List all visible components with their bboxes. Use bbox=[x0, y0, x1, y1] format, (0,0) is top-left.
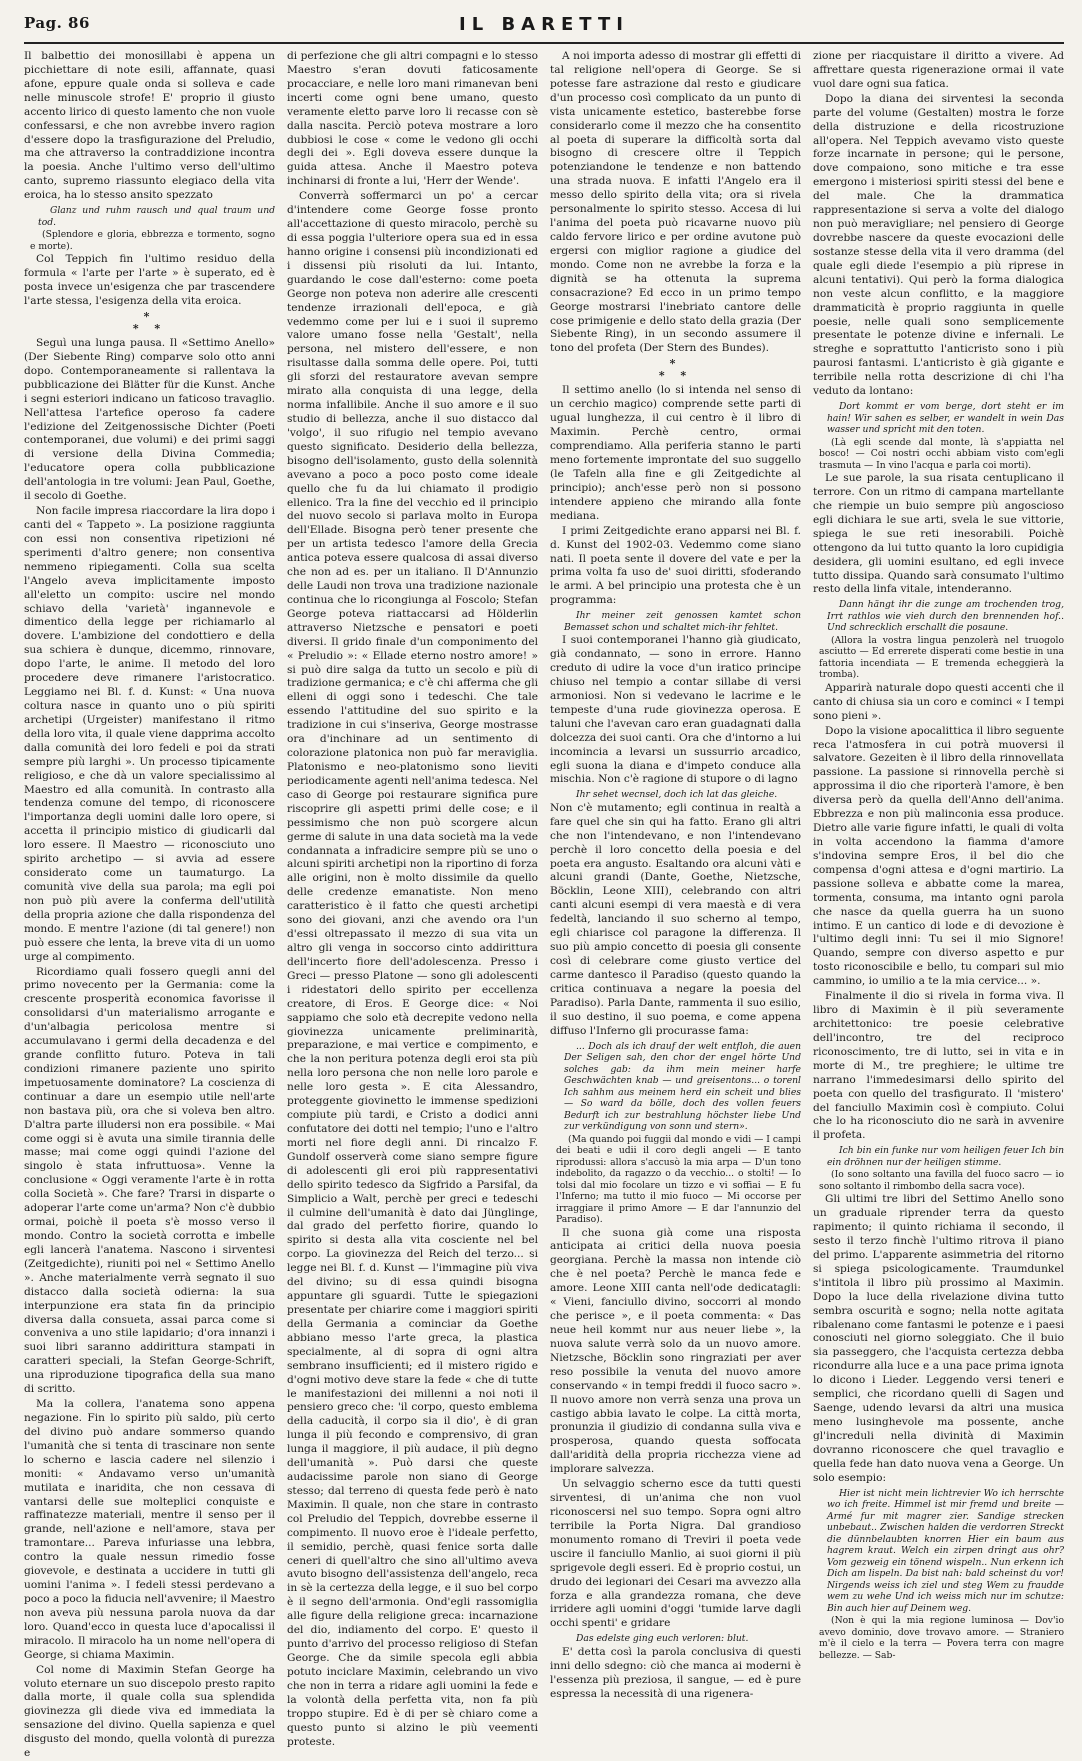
paragraph: Finalmente il dio si rivela in forma viva. Il libro di Maximin è il più severamente architettonico: tre poesie celebrative dell'incontro, tre del reciproco riconoscimento, tre di lutto, sei in vita e in morte di M., tre preghiere; le ultime tre narrano l'immedesimarsi dello spirito del poeta con quello del trasfigurato. Il 'mistero' del fanciullo Maximin così è compiuto. Colui che lo ha riconosciuto dio ne sarà in avvenire il profeta. bbox=[813, 990, 1064, 1142]
section-separator: * * * bbox=[132, 309, 167, 335]
text-column-4 bbox=[813, 50, 1064, 1661]
paragraph: Dopo la visione apocalittica il libro seguente reca l'atmosfera in cui potrà muoversi il salvatore. Gezeiten è il libro della rinnovellata passione. La passione si rinnovella perchè si approssima il dio che riporterà l'amore, è ben diversa però da quella dell'Anno dell'anima. Ebbrezza e non più malinconia essa produce. Dietro alle varie figure infatti, le quali di volta in volta accendono la fiamma d'amore s'indovina sempre Eros, il bel dio che compensa d'ogni attesa e d'ogni martirio. La passione solleva e abbatte come la marea, tormenta, consuma, ma intanto ogni parola che nasce da quella guerra ha un suono intimo. E un cantico di lode e di devozione è l'ultimo degli inni: Tu sei il mio Signore! Quando, sempre con diverso aspetto e pur tosto riconoscibile e bello, tu compari sul mio cammino, io umilio a te la mia cervice... ». bbox=[813, 724, 1064, 988]
german-verse-quote: Glanz und ruhm rausch und qual traum und tod. bbox=[38, 205, 275, 228]
text-column-1 bbox=[24, 50, 275, 1760]
italian-translation: (Splendore e gloria, ebbrezza e tormento, sogno e morte). bbox=[30, 229, 275, 252]
german-verse-quote: Hier ist nicht mein lichtrevier Wo ich herrschte wo ich freite. Himmel ist mir fremd und breite — Armé fur mit magrer zier. Sandige strecken unbebaut.. Zwischen halden die verdorren Streckt die dünnbelaubten knorren Hier ein baum aus hagrem kraut. Welch ein zirpen dringt aus ohr? Vom gezweig ein tönend wispeln.. Nun erkenn ich Dich am lispeln. Da bist nah: bald scheinst du vor! Nirgends weiss ich ziel und steg Wem zu fraudde wem zu wehe Und ich weiss mich nur im schutze: Bin auch hier auf Deinem weg. bbox=[827, 1487, 1064, 1614]
german-verse-quote: Dort kommt er vom berge, dort steht er im hain! Wir sahen es selber, er wandelt in wein Das wasser und spricht mit den toten. bbox=[827, 401, 1064, 436]
german-verse-quote: Ich bin ein funke nur vom heiligen feuer Ich bin ein dröhnen nur der heiligen stimme. bbox=[827, 1145, 1064, 1168]
italian-translation: (Non è qui la mia regione luminosa — Dov'io avevo dominio, dove trovavo amore. — Straniero m'è il cielo e la terra — Povera terra con magre bellezze. — Sab- bbox=[819, 1615, 1064, 1661]
page-number: Pag. 86 bbox=[24, 14, 90, 32]
italian-translation: (Là egli scende dal monte, là s'appiatta nel bosco! — Coi nostri occhi abbiam visto com'egli trasmuta — In vino l'acqua e parla coi morti). bbox=[819, 436, 1064, 471]
page-header bbox=[24, 14, 1064, 44]
german-verse-quote: Dann hängt ihr die zunge am trochenden trog, Irrt rathlos wie vieh durch den brennenden hof.. Und schrecklich erschallt die posaune. bbox=[827, 599, 1064, 634]
paragraph: Apparirà naturale dopo questi accenti che il canto di chiusa sia un coro e cominci « I tempi sono pieni ». bbox=[813, 681, 1064, 722]
italian-translation: (Io sono soltanto una favilla del fuoco sacro — io sono soltanto il rimbombo della sacra voce). bbox=[819, 1169, 1064, 1192]
paragraph: Converrà soffermarci un po' a cercar d'intendere come George fosse pronto all'accettazione di questo miracolo, perchè su di essa poggia l'ulteriore opera sua ed in essa hanno origine i consensi più incondizionati ed i dissensi più risoluti da lui. Intanto, guardando le cose dall'esterno: come poeta George non poteva non aderire alle crescenti tendenze irrazionali dell'epoca, e già vedemmo come per lui e i suoi il supremo valore umano fosse nella 'Gestalt', nella persona, nel mistero dell'essere, e non risultasse dalla somma delle opere. Poi, tutti gli sforzi del restauratore avevan sempre mirato alla conquista di una legge, della norma infallibile. Anche il suo amore e il suo studio di bellezza, anche il suo distacco dal 'volgo', il suo rifugio nel tempio avevano questo significato. Desiderio della bellezza, bisogno dell'isolamento, gusto della solennità avevano a poco a poco posto come ideale quello che fu da lui chiamato il prodigio ellenico. Tra la fine del vecchio ed il principio del nuovo secolo si parlava molto in Europa dell'Ellade. Bisogna però tener presente che per un artista tedesco l'amore della Grecia antica poteva essere qualcosa di assai diverso che non ad es. per un italiano. Il D'Annunzio delle Laudi non trova una tradizione nazionale continua che lo ricongiunga al Foscolo; Stefan George poteva riattaccarsi ad Hölderlin attraverso Nietzsche e pensatori e poeti diversi. Il grido finale d'un componimento del « Preludio »: « Ellade eterno nostro amore! » si può dire salga da tutto un secolo e più di tradizione germanica; e c'è chi afferma che gli elleni di oggi sono i tedeschi. Che tale essendo l'attitudine del suo spirito e la tradizione in cui s'inseriva, George mostrasse ora d'inchinare ad un sentimento di colorazione platonica non può far meraviglia. Platonismo e neo-platonismo sono lieviti periodicamente agenti nell'anima tedesca. Nel caso di George poi restaurare significa pure riscoprire gli aspetti primi delle cose; e il pessimismo che non può scorgere alcun germe di salute in una data società ma la vede condannata a infradicire sempre più se uno o alcuni spiriti archetipi non la riportino di forza alle origini, non è molto dissimile da quello delle credenze emanatiste. Non meno caratteristico è il fatto che questi archetipi sono dei giovani, anzi che avendo ora l'un d'essi oltrepassato il mezzo di sua vita un altro gli venga in soccorso cinto addirittura dell'incerto fiore dell'adolescenza. Presso i Greci — presso Platone — sono gli adolescenti i ridestatori dello spirito per eccellenza creatore, di Eros. E George dice: « Noi sappiamo che solo età decrepite vedono nella giovinezza unicamente preliminarità, preparazione, e mai vertice e compimento, e che la non peritura potenza degli eroi sta più nella loro persona che non nelle loro parole e nelle loro gesta ». E cita Alessandro, proteggente giovinetto le immense spedizioni compiute più tardi, e Cristo a dodici anni confutatore dei dotti nel tempio; l'uno e l'altro morti nel fiore degli anni. Di rincalzo F. Gundolf osserverà come siano sempre figure di adolescenti gli eroi più rappresentativi dello spirito tedesco da Sigfrido a Parsifal, da Simplicio a Walt, perchè per greci e tedeschi il culmine dell'umanità è dato dai Jünglinge, dal grado del perfetto fiorire, quando lo spirito si desta alla vita cosciente nel bel corpo. La giovinezza del Reich del terzo... si legge nei Bl. f. d. Kunst — l'immagine più viva del divino; su di essa quindi bisogna appuntare gli sguardi. Tutte le spiegazioni presentate per chiarire come i maggiori spiriti della Germania a cominciar da Goethe abbiano messo l'arte greca, la plastica specialmente, al di sopra di ogni altra sembrano insufficienti; ed il mistero rigido e d'ogni motivo deve stare la fede « che di tutte le manifestazioni dei millenni a noi noti il pensiero greco che: 'il corpo, questo emblema della caducità, il corpo sia il dio', è di gran lunga il più fecondo e comprensivo, di gran lunga il maggiore, il più audace, il più degno dell'umanità ». Può darsi che queste audacissime parole non siano di George stesso; dal terreno di questa fede però è nato Maximin. Il quale, non che stare in contrasto col Preludio del Teppich, dovrebbe esserne il compimento. Il nuovo eroe è l'ideale perfetto, il semidio, perchè, quasi fenice sorta dalle ceneri di quell'altro che sino all'ultimo aveva avuto bisogno dell'assistenza dell'angelo, reca in sè la certezza della legge, e il suo bel corpo è il segno dell'armonia. Ond'egli rassomiglia alle figure della religione greca: incarnazione del dio, indiamento del corpo. E' questo il punto d'arrivo del processo religioso di Stefan George. Che da simile specola egli abbia potuto inciclare Maximin, celebrando un vivo che non in terra a ridare agli uomini la fede e la volontà della perfetta vita, non fa più troppo stupire. Ed è di per sè chiaro come a questo punto si alzino le più veementi proteste. bbox=[287, 190, 538, 1748]
paragraph: Col Teppich fin l'ultimo residuo della formula « l'arte per l'arte » è superato, ed è posta invece un'esigenza che par trascendere l'arte stessa, l'esigenza della vita eroica. bbox=[24, 253, 275, 307]
paragraph: A noi importa adesso di mostrar gli effetti di tal religione nell'opera di George. Se si potesse fare astrazione dal resto e giudicare d'un processo così complicato da un punto di vista unicamente estetico, basterebbe forse considerarlo come il mezzo che ha consentito al poeta di superare la difficoltà sorta dal bisogno di crescere oltre il Teppich potenziandone le tendenze e non battendo una strada nuova. E infatti l'Angelo era il messo dello spirito della vita; ora si rivela personalmente lo spirito stesso. Accesa di lui l'anima del poeta può ricavarne nuovo più caldo fervore lirico e per ordine avutone può ergersi con miglior ragione a giudice del mondo. Come non ne avrebbe la forza e la dignità se ha ottenuta la suprema consacrazione? Ed ecco in un primo tempo George mostrarsi l'inebriato cantore delle cose primigenie e dello stato della grazia (Der Siebente Ring), in un secondo assumere il tono del profeta (Der Stern des Bundes). bbox=[550, 50, 801, 355]
paragraph: Dopo la diana dei sirventesi la seconda parte del volume (Gestalten) mostra le forze della distruzione e della ricostruzione all'opera. Nel Teppich avevamo visto queste forze incarnate in persone; qui le persone, dove compaiono, sono mitiche e tra esse emergono i misteriosi spiriti stessi del bene e del male. Che la drammatica rappresentazione si serva a volte del dialogo non può meravigliare; nel pensiero di George dovrebbe nascere da queste evocazioni delle sostanze stesse della vita il vero dramma (del quale egli diede l'esempio a più riprese in alcuni tentativi). Qui però la forma dialogica non veste alcun conflitto, e la maggiore drammaticità è proprio raggiunta in quelle poesie, nelle quali sono semplicemente presentate le potenze divine e infernali. Le streghe e soprattutto l'anticristo sono i più paurosi fantasmi. L'anticristo è già gigante e terribile nella rotta descrizione di chi l'ha veduto da lontano: bbox=[813, 92, 1064, 398]
paragraph: Un selvaggio scherno esce da tutti questi sirventesi, di un'anima che non vuol riconoscersi nel suo tempo. Sopra ogni altro terribile la Porta Nigra. Dal grandioso monumento romano di Treviri il poeta vede uscire il fanciullo Manlio, ai suoi giorni il più sprigevole degli esseri. Ed è proprio costui, un drudo dei legionari dei Cesari ma avvezzo alla forza e alla grandezza romana, che deve irridere agli uomini d'oggi 'tumide larve dagli occhi spenti' e gridare bbox=[550, 1478, 802, 1630]
paragraph: Non c'è mutamento; egli continua in realtà a fare quel che sin qui ha fatto. Erano gli altri che non l'intendevano, e non l'intendevano perchè il loro concetto della poesia e del poeta era angusto. Esaltando ora alcuni vàti e alcuni grandi (Dante, Goethe, Nietzsche, Böcklin, Leone XIII), celebrando con altri canti alcuni esempi di vera maestà e di vera fedeltà, lanciando il suo scherno al tempo, egli chiarisce col paragone la differenza. Il suo più ampio concetto di poesia gli consente così di celebrare come giusto vertice del carme dantesco il Paradiso (questo quando la critica continuava a negare la poesia del Paradiso). Parla Dante, rammenta il suo esilio, il suo destino, il suo poema, e come appena diffuso l'Inferno gli procurasse fama: bbox=[550, 801, 801, 1037]
paragraph: Non facile impresa riaccordare la lira dopo i canti del « Tappeto ». La posizione raggiunta con essi non consentiva ripetizioni né sperimenti d'altro genere; non consentiva nemmeno ripiegamenti. Colla sua scelta l'Angelo aveva implicitamente imposto all'eletto un compito: uscire nel mondo schiavo della 'varietà' ingannevole e dimentico della legge per richiamarlo al dovere. L'ambizione del condottiero e della sua schiera è dunque, dicemmo, rinnovare, dopo l'arte, le anime. Il metodo del loro procedere deve rimanere l'aristocratico. Leggiamo nei Bl. f. d. Kunst: « Una nuova coltura nasce in quanto uno o più spiriti archetipi (Urgeister) manifestano il ritmo della loro vita, il quale viene dapprima accolto dalla comunità dei loro fedeli e poi da strati sempre più larghi ». Un processo tipicamente religioso, e che dà un valore specialissimo al Maestro ed alla comunità. In contrasto alla tendenza comune del tempo, di riconoscere l'importanza degli uomini dalle loro opere, si accetta il principio mistico di giudicarli dal loro essere. Il Maestro — riconosciuto uno spirito archetipo — si avvia ad essere considerato come un taumaturgo. La comunità vive della sua parola; ma egli poi non può più avere la conferma dell'utilità della propria azione che dalla rispondenza del mondo. E mentre l'azione (di tal genere!) non può essere che lenta, la breve vita di un uomo urge al compimento. bbox=[24, 505, 275, 963]
section-separator: * * * bbox=[658, 357, 693, 383]
text-column-3 bbox=[550, 50, 802, 1700]
paragraph: I primi Zeitgedichte erano apparsi nei Bl. f. d. Kunst del 1902-03. Vedemmo come siano nati. Il poeta sente il dovere del vate e per la prima volta fa uso de' suoi diritti, sfoderando le armi. A bel principio una protesta che è un programma: bbox=[550, 524, 801, 607]
paragraph: Le sue parole, la sua risata centuplicano il terrore. Con un ritmo di campana martellante che riempie un buio sempre più angoscioso egli dichiara le sue arti, svela le sue vittorie, spiega le sue reti inesorabili. Poichè ottengono da lui tutto quanto la loro cupidigia desidera, gli uomini esultano, ed egli invece tutto dissipa. Quando sarà consumato l'ultimo resto della linfa vitale, intenderanno. bbox=[813, 472, 1064, 596]
header-rule bbox=[24, 42, 1064, 44]
text-column-2 bbox=[287, 50, 538, 1748]
paragraph: Ricordiamo quali fossero quegli anni del primo novecento per la Germania: come la crescente prosperità economica favorisse il consolidarsi d'un materialismo arrogante e d'un'albagia pericolosa mentre si accumulavano i germi della decadenza e del grande conflitto futuro. Poteva in tali condizioni rimanere paziente uno spirito impetuosamente dominatore? La coscienza di continuar a dare un esempio utile nell'arte non bastava più, ora che si voleva ben altro. D'altra parte illudersi non era possibile. « Mai come oggi si è avuta una simile tirannia delle masse; mai come oggi quindi l'azione del singolo è stata infruttuosa». Venne la conclusione « Oggi veramente l'arte è in rotta colla Società ». Che fare? Trarsi in disparte o adoperar l'arte come un'arma? Non c'è dubbio ormai, poichè il poeta s'è mosso verso il mondo. Contro la società corrotta e imbelle egli lancerà l'anatema. Nascono i sirventesi (Zeitgedichte), riuniti poi nel « Settimo Anello ». Anche materialmente verrà segnato il suo distacco dalla società odierna: la sua interpunzione era stata fin da principio diversa dalla consueta, assai parca come si conveniva a uno stile lapidario; d'ora innanzi i suoi libri saranno addirittura stampati in caratteri speciali, la Stefan George-Schrift, una riproduzione tipografica della sua mano di scritto. bbox=[24, 965, 275, 1396]
paragraph: Il che suona già come una risposta anticipata ai critici della nuova poesia georgiana. Perchè la massa non intende ciò che è nel poeta? Perchè le manca fede e amore. Leone XIII canta nell'ode dedicatagli: « Vieni, fanciullo divino, soccorri al mondo che perisce », e il poeta commenta: « Das neue heil kommt nur aus neuer liebe », la nuova salute verrà solo da un nuovo amore. Nietzsche, Böcklin sono ringraziati per aver reso possibile la venuta del nuovo amore conservando « in tempi freddi il fuoco sacro ». Il nuovo amore non verrà senza una prova un castigo abbia lavato le colpe. La città morta, pronunzia il giudizio di condanna sulla viva e prosperosa, quando questa soffocata dall'aridità della propria ricchezza viene ad implorare salvezza. bbox=[550, 1226, 801, 1476]
italian-translation: (Ma quando poi fuggii dal mondo e vidi — I campi dei beati e udii il coro degli angeli — E tanto riprodussi: allora s'accusò la mia arpa — D'un tono indebolito, da ragazzo o da vecchio... o stolti! — Io tolsi dal mio focolare un tizzo e vi soffiai — E fu l'Inferno; ma tutto il mio fuoco — Mi occorse per irraggiare il primo Amore — E dar l'annunzio del Paradiso). bbox=[556, 1133, 801, 1226]
italian-translation: (Allora la vostra lingua penzolerà nel truogolo asciutto — Ed errerete disperati come bestie in una fattoria incendiata — E tremenda echeggierà la tromba). bbox=[819, 634, 1064, 681]
german-verse-quote: Das edelste ging euch verloren: blut. bbox=[576, 1633, 749, 1645]
paragraph: I suoi contemporanei l'hanno già giudicato, già condannato, — sono in errore. Hanno creduto di udire la voce d'un iratico principe chiuso nel tempio a contar sillabe di versi armoniosi. Non si vedevano le lacrime e le tempeste d'una rude giovinezza operosa. E taluni che l'avevan caro eran guadagnati dalla dolcezza dei suoi canti. Ora che d'intorno a lui incomincia a levarsi un sussurrio arcadico, egli suona la diana e d'impeto conduce alla mischia. Non c'è ragione di stupore o di lagno bbox=[550, 634, 801, 786]
german-verse-quote: Ihr sehet wecnsel, doch ich lat das gleiche. bbox=[576, 789, 778, 801]
paragraph: Seguì una lunga pausa. Il «Settimo Anello» (Der Siebente Ring) comparve solo otto anni dopo. Contemporaneamente si rallentava la pubblicazione dei Blätter für die Kunst. Anche i segni esteriori indicano un faticoso travaglio. Nell'attesa l'artefice operoso fa cadere l'edizione del Zeitgenossische Dichter (Poeti contemporanei, due volumi) e dei primi saggi di versione della Divina Commedia; l'educatore opera colla pubblicazione dell'antologia in tre volumi: Jean Paul, Goethe, il secolo di Goethe. bbox=[24, 337, 275, 503]
paragraph: Gli ultimi tre libri del Settimo Anello sono un graduale riprender terra da questo rapimento; il quinto richiama il secondo, il sesto il terzo finchè l'ultimo ritrova il piano del primo. L'apparente asimmetria del ritorno si spiega psicologicamente. Traumdunkel s'intitola il libro più prossimo al Maximin. Dopo la luce della rivelazione divina tutto sembra oscurità e sogno; nella notte agitata ribalenano come fantasmi le potenze e i paesi conosciuti nel giorno soleggiato. Che il buio sia passeggero, che l'acquista certezza debba ricondurre alla luce e a una pace prima ignota lo dicono i Lieder. Leggendo versi teneri e semplici, che ricordano quelli di Sagen und Saenge, udendo levarsi da altri una musica meno lusinghevole ma possente, anche gl'increduli nella divinità di Maximin dovranno riconoscere che quel travaglio e quella fede han dato nuova vena a George. Un solo esempio: bbox=[813, 1193, 1064, 1484]
german-verse-quote: ... Doch als ich drauf der welt entfloh, die auen Der Seligen sah, den chor der engel hörte Und solches gab: da ihm mein meiner harfe Geschwächten knab — und greisentons... o torenl Ich sahhm aus meinem herd ein scheit und blies — So ward da bölle, doch des vollen feuers Bedurft ich zur bestrahlung höchster liebe Und zur verkündigung von sonn und stern». bbox=[564, 1040, 801, 1133]
paragraph: di perfezione che gli altri compagni e lo stesso Maestro s'eran dovuti faticosamente procacciare, e nelle loro mani rimanevan beni incerti come ogni bene umano, questo veramente eletto parve loro li recasse con sè dalla nascita. Perciò poteva mostrare a loro dubbiosi le cose « come le vedono gli occhi degli dei ». Egli doveva essere dunque la guida attesa. Anche il Maestro poteva inchinarsi di fronte a lui, 'Herr der Wende'. bbox=[287, 50, 538, 188]
article-columns bbox=[24, 50, 1064, 1760]
german-verse-quote: Ihr meiner zeit genossen kamtet schon Bemasset schon und schaltet mich-ihr fehltet. bbox=[564, 610, 801, 633]
paragraph: Il balbettio dei monosillabi è appena un picchiettare di note esili, affannate, quasi afone, eppure quale onda si solleva e cade nelle minuscole strofe! E' proprio il giusto accento lirico di questo lamento che non vuole confessarsi, e che non avrebbe invero ragion d'essere dopo la trasfigurazione del Preludio, ma che attraverso la contraddizione incontra la poesia. Anche l'ultimo verso dell'ultimo canto, supremo riassunto elegiaco della vita eroica, ha lo stesso ansito spezzato bbox=[24, 50, 275, 202]
paragraph: Col nome di Maximin Stefan George ha voluto eternare un suo discepolo presto rapito dalla morte, il quale colla sua splendida giovinezza gli diede viva ed immediata la sensazione del divino. Quella sapienza e quel disgusto del mondo, quella volontà di purezza e bbox=[24, 1663, 275, 1760]
masthead-title: IL BARETTI bbox=[459, 14, 629, 35]
paragraph: zione per riacquistare il diritto a vivere. Ad affrettare questa rigenerazione ormai il vate vuol dare ogni sua fatica. bbox=[813, 50, 1064, 90]
paragraph: E' detta così la parola conclusiva di questi inni dello sdegno: ciò che manca ai moderni è l'essenza più preziosa, il sangue, — ed è pure espressa la necessità di una rigenera- bbox=[550, 1645, 801, 1700]
paragraph: Il settimo anello (lo si intenda nel senso di un cerchio magico) comprende sette parti di ugual lunghezza, il cui centro è il libro di Maximin. Perchè centro, ormai comprendiamo. Alla periferia stanno le parti meno fortemente improntate del suo suggello (le Tafeln alla fine e gli Zeitgedichte al principio); anch'esse però non si possono intendere appieno che mirando alla fonte mediana. bbox=[550, 384, 801, 522]
paragraph: Ma la collera, l'anatema sono appena negazione. Fin lo spirito più saldo, più certo del divino può andare sommerso quando l'umanità che si tenta di trascinare non sente lo scherno e lascia cadere nel silenzio i moniti: « Andavamo verso un'umanità mutilata e inaridita, che non cessava di vantarsi delle sue molteplici conquiste e raffinatezze materiali, mentre il senso per il grande, nell'azione e nell'amore, stava per tramontare... Pareva infuriasse una lebbra, contro la quale nessun rimedio fosse giovevole, e destinata a uccidere in tutti gli uomini l'anima ». I fedeli stessi perdevano a poco a poco la fiducia nell'avvenire; il Maestro non aveva più nessuna parola nuova da dar loro. Quand'ecco in questa luce d'apocalissi il miracolo. Il miracolo ha un nome nell'opera di George, si chiama Maximin. bbox=[24, 1398, 275, 1661]
